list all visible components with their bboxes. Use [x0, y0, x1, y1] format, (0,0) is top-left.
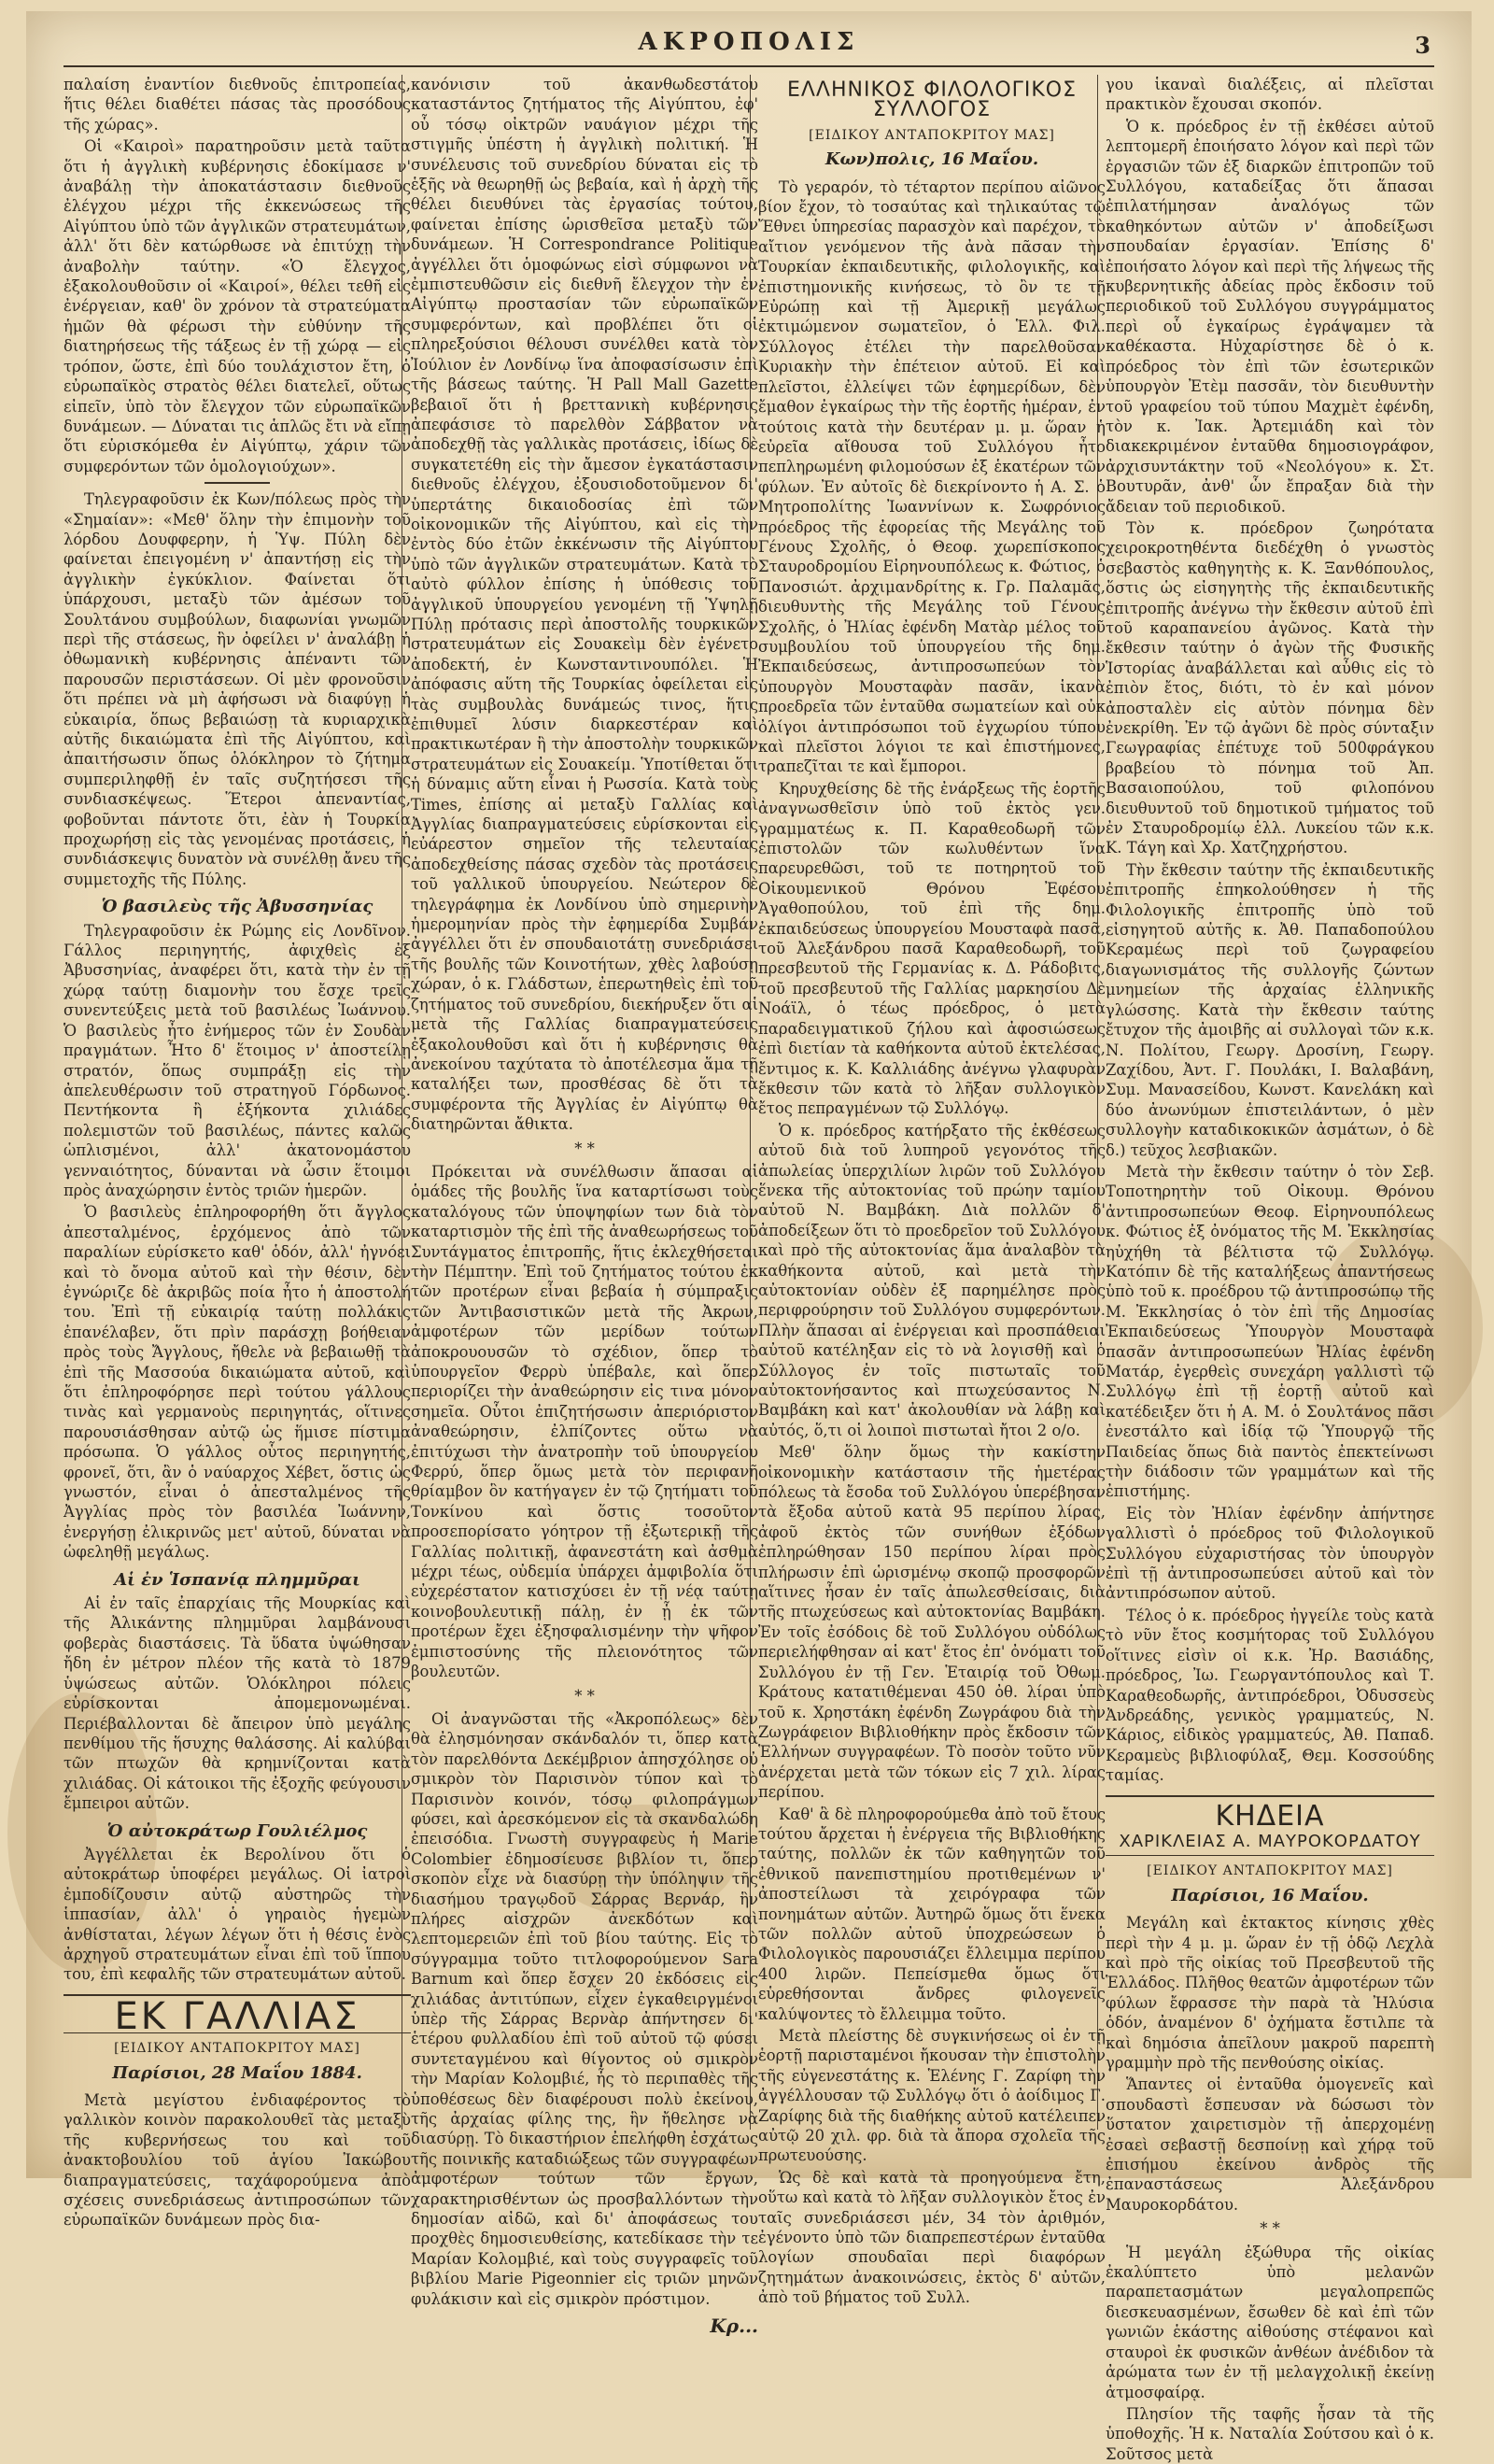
column-3: [758, 75, 1106, 2307]
paragraph: Τὸ γεραρόν, τὸ τέταρτον περίπου αἰῶνος βίον ἔχον, τὸ τοσαύτας καὶ τηλικαύτας τῷ Ἔθνει ὑπηρεσίας παρασχὸν καὶ παρέχον, τὸ αἴτιον γενόμενον τῆς ἀνὰ πᾶσαν τὴν Τουρκίαν ἐκπαιδευτικῆς, φιλολογικῆς, καὶ ἐπιστημονικῆς κινήσεως, τὸ ὂν τε τῇ Εὐρώπῃ καὶ τῇ Ἀμερικῇ μεγάλως ἐκτιμώμενον σωματεῖον, ὁ Ἑλλ. Φιλ. Σύλλογος ἑτέλει τὴν παρελθοῦσαν Κυριακὴν τὴν ἐπέτειον αὐτοῦ. Εἰ καὶ πλεῖστοι, ἐλλείψει τῶν ἐφημερίδων, δὲν ἔμαθον ἐγκαίρως τὴν τῆς ἑορτῆς ἡμέραν, ἐν τούτοις κατὰ τὴν δευτέραν μ. μ. ὥραν ἡ εὐρεῖα αἴθουσα τοῦ Συλλόγου ἦτο πεπληρωμένη φιλομούσων ἐξ ἑκατέρων τῶν φύλων. Ἐν αὐτοῖς δὲ διεκρίνοντο ἡ Α. Σ. ὁ Μητροπολίτης Ἰωαννίνων κ. Σωφρόνιος πρόεδρος τῆς ἐφορείας τῆς Μεγάλης τοῦ Γένους Σχολῆς, ὁ Θεοφ. χωρεπίσκοπος Σταυροδρομίου Εἰρηνουπόλεως κ. Φώτιος, ὁ Πανοσιώτ. ἀρχιμανδρίτης κ. Γρ. Παλαμᾶς, διευθυντὴς τῆς Μεγάλης τοῦ Γένους Σχολῆς, ὁ Ἠλίας ἐφένδη Ματὰρ μέλος τοῦ συμβουλίου τοῦ ὑπουργείου τῆς δημ. Ἐκπαιδεύσεως, ἀντιπροσωπεύων τὸν ὑπουργὸν Μουσταφὰν πασᾶν, ἱκανὰ προεδρεῖα τῶν ἐνταῦθα σωματείων καὶ οὐκ ὀλίγοι ἀντιπρόσωποι τοῦ ἐγχωρίου τύπου καὶ πλεῖστοι λόγιοι τε καὶ ἐπιστήμονες, τραπεζῖται τε καὶ ἔμποροι.: [758, 177, 1106, 776]
article-header: [1106, 1795, 1434, 1857]
paragraph: Μετὰ τὴν ἔκθεσιν ταύτην ὁ τὸν Σεβ. Τοποτηρητὴν τοῦ Οἰκουμ. Θρόνου ἀντιπροσωπεύων Θεοφ. Εἰρηνουπόλεως κ. Φώτιος ἐξ ὀνόματος τῆς Μ. Ἐκκλησίας ηὐχήθη τὰ βέλτιστα τῷ Συλλόγῳ. Κατόπιν δὲ τῆς καταλήξεως ἀπαντήσεως ὑπὸ τοῦ κ. προέδρου τῷ ἀντιπροσώπῳ τῆς Μ. Ἐκκλησίας ὁ τὸν ἐπὶ τῆς Δημοσίας Ἐκπαιδεύσεως Ὑπουργὸν Μουσταφὰ πασᾶν ἀντιπροσωπεύων Ἠλίας ἐφένδη Ματάρ, ἐγερθεὶς συνεχάρη γαλλιστὶ τῷ Συλλόγῳ ἐπὶ τῇ ἑορτῇ αὐτοῦ καὶ κατέδειξεν ὅτι ἡ Α. Μ. ὁ Σουλτάνος πᾶσι ἐνεστάλτο καὶ ἰδίᾳ τῷ Ὑπουργῷ τῆς Παιδείας ὅπως διὰ παντὸς ἐπεκτείνωσι τὴν διάδοσιν τῶν γραμμάτων καὶ τῆς ἐπιστήμης.: [1106, 1162, 1434, 1501]
article-title: ΕΚ ΓΑΛΛΙΑΣ: [114, 1994, 360, 2038]
paragraph: Ὁ κ. πρόεδρος ἐν τῇ ἐκθέσει αὐτοῦ λεπτομερῆ ἐποιήσατο λόγον καὶ περὶ τῶν ἐργασιῶν τῶν ἐξ διαρκῶν ἐπιτροπῶν τοῦ Συλλόγου, καταδείξας ὅτι ἅπασαι ἐπιλατήμησαν ἀναλόγως τῶν καθηκόντων αὐτῶν ν' ἀποδείξωσι σπουδαίαν ἐργασίαν. Ἐπίσης δ' ἐποιήσατο λόγον καὶ περὶ τῆς λήψεως τῆς κυβερνητικῆς ἀδείας πρὸς ἔκδοσιν τοῦ περιοδικοῦ τοῦ Συλλόγου συγγράμματος περὶ οὗ ἐγκαίρως ἐγράψαμεν τὰ καθέκαστα. Ηὐχαρίστησε δὲ ὁ κ. πρόεδρος τὸν ἐπὶ τῶν ἐσωτερικῶν ὑπουργὸν Ἐτὲμ πασσᾶν, τὸν διευθυντὴν τοῦ γραφείου τοῦ τύπου Μαχμὲτ ἐφένδη, τὸν κ. Ἰακ. Ἀρτεμιάδη καὶ τὸν διακεκριμένον ἐνταῦθα δημοσιογράφον, ἀρχισυντάκτην τοῦ «Νεολόγου» κ. Στ. Βουτυρᾶν, ἀνθ' ὧν ἔπραξαν διὰ τὴν ἄδειαν τοῦ περιοδικοῦ.: [1106, 117, 1434, 516]
paragraph: Αἱ ἐν ταῖς ἐπαρχίαις τῆς Μουρκίας καὶ τῆς Ἀλικάντης πλημμῦραι λαμβάνουσι φοβερὰς διαστάσεις. Τὰ ὕδατα ὑψώθησαν ἤδη ἐν μέτρον πλέον τῆς κατὰ τὸ 1879 ὑψώσεως αὐτῶν. Ὁλόκληροι πόλεις εὑρίσκονται ἀπομεμονωμέναι. Περιέβαλλονται δὲ ἄπειρον ὑπὸ μεγάλης πενθίμου τῆς ἥσυχης θαλάσσης. Αἱ καλύβαι τῶν πτωχῶν θὰ κρημνίζονται κατὰ χιλιάδας. Οἱ κάτοικοι τῆς ἐξοχῆς φεύγουσιν ἔμπειροι αὐτῶν.: [63, 1594, 411, 1813]
paragraph: Πλησίον τῆς ταφῆς ἦσαν τὰ τῆς ὑποθοχῆς. Ἡ κ. Ναταλία Σούτσου καὶ ὁ κ. Σοῦτσος μετὰ: [1106, 2404, 1434, 2463]
newspaper-title: ΑΚΡΟΠΟΛΙΣ: [638, 28, 860, 56]
paragraph: Ἀγγέλλεται ἐκ Βερολίνου ὅτι ὁ αὐτοκράτωρ ὑποφέρει μεγάλως. Οἱ ἰατροὶ ἐμποδίζουσιν αὐτῷ αὐστηρῶς τὴν ἱππασίαν, ἀλλ' ὁ γηραιὸς ἡγεμὼν ἀνθίσταται, λέγων λέγων ὅτι ἡ θέσις ἑνὸς ἀρχηγοῦ στρατευμάτων εἶναι ἐπὶ τοῦ ἵππου του, ἐπὶ κεφαλῆς τῶν στρατευμάτων αὐτοῦ.: [63, 1845, 411, 1984]
paragraph: Ὡς δὲ καὶ κατὰ τὰ προηγούμενα ἔτη, οὕτω καὶ κατὰ τὸ λῆξαν συλλογικὸν ἔτος ἐν ταῖς συνεδριάσεσι μέν, 34 τὸν ἀριθμόν, ἐγένοντο ὑπὸ τῶν διαπρεπεστέρων ἐνταῦθα λογίων σπουδαῖαι περὶ διαφόρων ζητημάτων ἀνακοινώσεις, ἐκτὸς δ' αὐτῶν, ἀπὸ τοῦ βήματος τοῦ Συλλ.: [758, 2168, 1106, 2307]
paragraph: Μετὰ πλείστης δὲ συγκινήσεως οἱ ἐν τῇ ἑορτῇ παρισταμένοι ἤκουσαν τὴν ἐπιστολὴν τῆς εὐγενεστάτης κ. Ἑλένης Γ. Ζαρίφη τὴν ἀγγέλλουσαν τῷ Συλλόγῳ ὅτι ὁ ἀοίδιμος Γ. Ζαρίφης διὰ τῆς διαθήκης αὐτοῦ κατέλειπεν αὐτῷ 20 χιλ. φρ. διὰ τὰ ἄπορα σχολεῖα τῆς πρωτευούσης.: [758, 2027, 1106, 2165]
paragraph: παλαίση ἐναντίον διεθνοῦς ἐπιτροπείας, ἥτις θέλει διαθέτει πάσας τὰς προσόδους τῆς χώρας».: [63, 76, 411, 134]
paragraph: Μετὰ μεγίστου ἐνδιαφέροντος τὸ γαλλικὸν κοινὸν παρακολουθεῖ τὰς μεταξὺ τῆς κυβερνήσεως του καὶ τοῦ ἀνακτοβουλίου τοῦ ἁγίου Ἰακώβου διαπραγματεύσεις, ταχάφορούμενα ἀπὸ σχέσεις συνεδριάσεως ἀντιπροσώπων τῶν εὐρωπαϊκῶν δυνάμεων πρὸς δια-: [63, 2091, 411, 2230]
correspondent-line: [ΕΙΔΙΚΟΥ ΑΝΤΑΠΟΚΡΙΤΟΥ ΜΑΣ]: [809, 127, 1055, 143]
correspondent-line: [ΕΙΔΙΚΟΥ ΑΝΤΑΠΟΚΡΙΤΟΥ ΜΑΣ]: [114, 2041, 360, 2057]
section-heading: Αἱ ἐν Ἱσπανίᾳ πλημμῦραι: [114, 1569, 360, 1590]
column-4: [1106, 75, 1434, 2463]
paragraph: Ὁ βασιλεὺς ἐπληροφορήθη ὅτι ἄγγλος ἀπεσταλμένος, ἐρχόμενος ἀπὸ τῶν παραλίων εὑρίσκετο καθ' ὁδόν, ἀλλ' ἠγνόει καὶ τὸ ὄνομα αὐτοῦ καὶ τὴν θέσιν, δὲν ἐγνώριζε δὲ ἀκριβῶς ποία ἦτο ἡ ἀποστολή του. Ἐπὶ τῇ εὐκαιρίᾳ ταύτῃ πολλάκις ἐπανέλαβεν, ὅτι πρὶν παράσχῃ βοήθειαν πρὸς τοὺς Ἄγγλους, ἤθελε νὰ βεβαιωθῇ τὰ ἐπὶ τῆς Μασσούα δικαιώματα αὐτοῦ, καὶ ὅτι ἐπληροφόρησε περὶ τούτου γάλλους τινὰς καὶ γερμανοὺς περιηγητάς, οἵτινες παρουσιάσθησαν αὐτῷ ὡς ἥμισε πίστιμα πρόσωπα. Ὁ γάλλος οὗτος περιηγητής, φρονεῖ, ὅτι, ἂν ὁ ναύαρχος Χέβετ, ὅστις ὡς γνωστόν, εἶναι ὁ ἀπεσταλμένος τῆς Ἀγγλίας πρὸς τὸν βασιλέα Ἰωάννην, ἐνεργήσῃ ἐλικρινῶς μετ' αὐτοῦ, δύναται νὰ ὠφεληθῇ μεγάλως.: [63, 1203, 411, 1562]
article-subtitle: ΧΑΡΙΚΛΕΙΑΣ Α. ΜΑΥΡΟΚΟΡΔΑΤΟΥ: [1119, 1831, 1421, 1851]
paragraph: Τὸν κ. πρόεδρον ζωηρότατα χειροκροτηθέντα διεδέχθη ὁ γνωστὸς σεβαστὸς καθηγητὴς κ. Κ. Ξανθόπουλος, ὅστις ὡς εἰσηγητὴς τῆς ἐκπαιδευτικῆς ἐπιτροπῆς ἀνέγνω τὴν ἔκθεσιν αὐτοῦ ἐπὶ τοῦ καραπανείου ἀγῶνος. Κατὰ τὴν ἔκθεσιν ταύτην ὁ ἀγὼν τῆς Φυσικῆς Ἱστορίας ἀναβάλλεται καὶ αὖθις εἰς τὸ ἐπιὸν ἔτος, διότι, τὸ ἐν καὶ μόνον ἀποσταλὲν εἰς αὐτὸν πόνημα δὲν ἐνεκρίθη. Ἐν τῷ ἀγῶνι δὲ πρὸς σύνταξιν Γεωγραφίας ἐπέτυχε τοῦ 500φράγκου βραβείου τὸ πόνημα τοῦ Ἀπ. Βασαιοπούλου, τοῦ φιλοπόνου διευθυντοῦ τοῦ δημοτικοῦ τμήματος τοῦ ἐν Σταυροδρομίῳ ἑλλ. Λυκείου τῶν κ.κ. Κ. Τάγη καὶ Χρ. Χατζηχρήστου.: [1106, 518, 1434, 857]
paragraph: Πρόκειται νὰ συνέλθωσιν ἅπασαι αἱ ὁμάδες τῆς βουλῆς ἵνα καταρτίσωσι τοὺς καταλόγους τῶν ὑποψηφίων των διὰ τὸν καταρτισμὸν τῆς ἐπὶ τῆς ἀναθεωρήσεως τοῦ Συντάγματος ἐπιτροπῆς, ἥτις ἐκλεχθήσεται τὴν Πέμπτην. Ἐπὶ τοῦ ζητήματος τούτου ἐκ τῶν προτέρων εἶναι βεβαία ἡ σύμπραξις τῶν Ἀντιβασιστικῶν μετὰ τῆς Ἀκρων, ἀμφοτέρων τῶν μερίδων τούτων ἀποκρουουσῶν τὸ σχέδιον, ὅπερ τὸ ὑπουργεῖον Φερρὺ ὑπέβαλε, καὶ ὅπερ περιορίζει τὴν ἀναθεώρησιν εἰς τινα μόνον σημεῖα. Οὗτοι ἐπιζητήσωσιν ἀπεριόριστον ἀναθεώρησιν, ἐλπίζοντες οὕτω νὰ ἐπιτύχωσι τὴν ἀνατροπὴν τοῦ ὑπουργείου Φερρύ, ὅπερ ὅμως μετὰ τὸν περιφανῆ θρίαμβον ὃν κατήγαγεν ἐν τῷ ζητήματι τοῦ Τονκίνου καὶ ὅστις τοσοῦτον προσεπορίσατο γόητρον τῇ ἐξωτερικῇ τῆς Γαλλίας πολιτικῇ, ἀφανεστάτη καὶ ἀσθμὰ μέχρι τέως, οὐδεμία ὑπάρχει ἀμφιβολία ὅτι εὐχερέστατον κατισχύσει ἐν τῇ νέᾳ ταύτῃ κοινοβουλευτικῇ πάλῃ, ἐν ᾗ ἐκ τῶν προτέρων ἔχει ἐξησφαλισμένην τὴν ψῆφον ἐμπιστοσύνης τῆς πλειονότητος τῶν βουλευτῶν.: [411, 1162, 758, 1681]
paragraph: Κηρυχθείσης δὲ τῆς ἐνάρξεως τῆς ἑορτῆς ἀναγνωσθεῖσιν ὑπὸ τοῦ ἐκτὸς γεν. γραμματέως κ. Π. Καραθεοδωρῆ τῶν ἐπιστολῶν τῶν κωλυθέντων ἵνα παρευρεθῶσι, τοῦ τε ποτηρητοῦ τοῦ Οἰκουμενικοῦ Θρόνου Ἐφέσου Ἀγαθοπούλου, τοῦ ἐπὶ τῆς δημ. ἐκπαιδεύσεως ὑπουργείου Μουσταφὰ πασᾶ, τοῦ Ἀλεξάνδρου πασᾶ Καραθεοδωρῆ, τοῦ πρεσβευτοῦ τῆς Γερμανίας κ. Δ. Ράδοβιτς, τοῦ πρεσβευτοῦ τῆς Γαλλίας μαρκησίου Δὲ Νοάϊλ, ὁ τέως πρόεδρος, ὁ μετὰ παραδειγματικοῦ ζήλου καὶ ἀφοσιώσεως ἐπὶ διετίαν τὰ καθήκοντα αὐτοῦ ἐκτελέσας, ἔντιμος κ. Κ. Καλλιάδης ἀνέγνω γλαφυρὰν ἔκθεσιν τῶν κατὰ τὸ λῆξαν συλλογικὸν ἔτος πεπραγμένων τῷ Συλλόγῳ.: [758, 779, 1106, 1118]
section-heading: Ὁ αὐτοκράτωρ Γουλιέλμος: [106, 1820, 368, 1841]
page-number: 3: [1415, 32, 1431, 59]
paragraph: Τέλος ὁ κ. πρόεδρος ἠγγείλε τοὺς κατὰ τὸ νῦν ἔτος κοσμήτορας τοῦ Συλλόγου οἵτινες εἰσὶν οἱ κ.κ. Ἠρ. Βασιάδης, πρόεδρος, Ἰω. Γεωργαντόπουλος καὶ Τ. Καραθεοδωρῆς, ἀντιπρόεδροι, Ὀδυσσεὺς Ἀνδρεάδης, γενικὸς γραμματεύς, Ν. Κάριος, εἰδικὸς γραμματεύς, Ἀθ. Παπαδ. Κεραμεὺς βιβλιοφύλαξ, Θεμ. Κοσσούδης ταμίας.: [1106, 1606, 1434, 1785]
paragraph: Τηλεγραφοῦσιν ἐκ Κων/πόλεως πρὸς τὴν «Σημαίαν»: «Μεθ' ὅλην τὴν ἐπιμονὴν τοῦ λόρδου Δουφφερην, ἡ Ὑψ. Πύλη δὲν φαίνεται ἐπειγομένη ν' ἀπαντήσῃ εἰς τὴν ἀγγλικὴν ἐγκύκλιον. Φαίνεται ὅτι ὑπάρχουσι, μεταξὺ τῶν ἀμέσων τοῦ Σουλτάνου συμβούλων, διαφωνίαι γνωμῶν περὶ τῆς στάσεως, ἣν ὀφείλει ν' ἀναλάβῃ ἡ ὀθωμανικὴ κυβέρνησις ἀπέναντι τῶν παρουσῶν περιστάσεων. Οἱ μὲν φρονοῦσιν ὅτι πρέπει νὰ μὴ ἀφήσωσι νὰ διαφύγῃ ἡ εὐκαιρία, ὅπως βεβαιώσῃ τὰ κυριαρχικὰ αὐτῆς δικαιώματα ἐπὶ τῆς Αἰγύπτου, καὶ ἀπαιτήσωσιν ὅπως ὁλόκληρον τὸ ζήτημα συμπεριληφθῇ ἐν ταῖς συζητήσεσι τῆς συνδιασκέψεως. Ἕτεροι ἀπεναντίας, φοβοῦνται πάντοτε ὅτι, ἐὰν ἡ Τουρκία προχωρήσῃ εἰς τὰς γενομένας προτάσεις, ἡ συνδιάσκεψις δυνατὸν νὰ συνέλθῃ ἄνευ τῆς συμμετοχῆς τῆς Πύλης.: [63, 490, 411, 888]
dateline: Παρίσιοι, 28 Μαΐου 1884.: [112, 2062, 362, 2083]
paragraph: Ἡ μεγάλη ἐξώθυρα τῆς οἰκίας ἐκαλύπτετο ὑπὸ μελανῶν παραπετασμάτων μεγαλοπρεπῶς διεσκευασμένων, ἔσωθεν δὲ καὶ ἐπὶ τῶν γωνιῶν ἑκάστης αἰθούσης στέφανοι καὶ σταυροὶ ἐκ φυσικῶν ἀνθέων ἀνέδιδον τὰ ἀρώματα των ἐν τῇ μελαγχολικῇ ἐκείνῃ ἀτμοσφαίρᾳ.: [1106, 2243, 1434, 2401]
correspondent-line: [ΕΙΔΙΚΟΥ ΑΝΤΑΠΟΚΡΙΤΟΥ ΜΑΣ]: [1147, 1863, 1393, 1879]
paragraph: Μεγάλη καὶ ἐκτακτος κίνησις χθὲς περὶ τὴν 4 μ. μ. ὥραν ἐν τῇ ὁδῷ Λεχλὰ καὶ πρὸ τῆς οἰκίας τοῦ Πρεσβευτοῦ τῆς Ἑλλάδος. Πλῆθος θεατῶν ἀμφοτέρων τῶν φύλων ἔφρασσε τὴν παρὰ τὰ Ἠλύσια ὁδόν, ἀναμένον δ' ὀχήματα ἔστιλπε τὰ καὶ δημόσια ἀπεῖλουν μακροῦ παρεπτὴ γραμμὴν πρὸ τῆς πενθούσης οἰκίας.: [1106, 1914, 1434, 2072]
article-title: ΚΗΔΕΙΑ: [1215, 1799, 1325, 1833]
paragraph: Τηλεγραφοῦσιν ἐκ Ρώμης εἰς Λονδῖνον. Γάλλος περιηγητής, ἀφιχθεὶς ἐξ Ἀβυσσηνίας, ἀναφέρει ὅτι, κατὰ τὴν ἐν τῇ χώρᾳ ταύτῃ διαμονὴν του ἔσχε τρεῖς συνεντεύξεις μετὰ τοῦ βασιλέως Ἰωάννου. Ὁ βασιλεὺς ἦτο ἐνήμερος τῶν ἐν Σουδὰν πραγμάτων. Ἦτο δ' ἕτοιμος ν' ἀποστείλῃ στρατόν, ὅπως συμπράξῃ εἰς τὴν ἀπελευθέρωσιν τοῦ στρατηγοῦ Γόρδωνος. Πεντήκοντα ἢ ἑξήκοντα χιλιάδες πολεμιστῶν τοῦ βασιλέως, πάντες καλῶς ὡπλισμένοι, ἀλλ' ἀκατονομάστου γενναιότητος, δύνανται νὰ ὦσιν ἕτοιμοι πρὸς ἀναχώρησιν ἐντὸς τριῶν ἡμερῶν.: [63, 921, 411, 1199]
section-rule: [204, 482, 270, 484]
column-2: [411, 75, 758, 2338]
paragraph: Ἅπαντες οἱ ἐνταῦθα ὁμογενεῖς καὶ σπουδαστὶ ἔσπευσαν νὰ δώσωσι τὸν ὕστατον χαιρετισμὸν τῇ ἀπερχομένῃ ἐσαεὶ σεβαστῇ δεσποίνῃ καὶ χήρᾳ τοῦ ἐπισήμου ἐκείνου ἀνδρὸς τῆς ἐπαναστάσεως Ἀλεξάνδρου Μαυροκορδάτου.: [1106, 2075, 1434, 2214]
article-title: ΕΛΛΗΝΙΚΟΣ ΦΙΛΟΛΟΓΙΚΟΣ ΣΥΛΛΟΓΟΣ: [786, 78, 1078, 122]
separator-asterisks: * *: [574, 1139, 595, 1157]
paragraph: Μεθ' ὅλην ὅμως τὴν κακίστην οἰκονομικὴν κατάστασιν τῆς ἡμετέρας πόλεως τὰ ἔσοδα τοῦ Συλλόγου ὑπερέβησαν τὰ ἔξοδα αὐτοῦ κατὰ 95 περίπου λίρας, ἀφοῦ ἐκτὸς τῶν συνήθων ἐξόδων ἐπληρώθησαν 150 περίπου λίραι πρὸς πλήρωσιν ἐπὶ ὡρισμένῳ σκοπῷ προσφορῶν αἵτινες ἦσαν ἐν ταῖς ἀπωλεσθείσαις, διὰ τῆς πτωχεύσεως καὶ αὐτοκτονίας Βαμβάκη. Ἐν τοῖς ἐσόδοις δὲ τοῦ Συλλόγου οὐδόλως περιελήφθησαν αἱ κατ' ἔτος ἐπ' ὀνόματι τοῦ Συλλόγου ἐν τῇ Γεν. Ἑταιρίᾳ τοῦ Ὀθωμ. Κράτους κατατιθέμεναι 450 ὀθ. λίραι ὑπὸ τοῦ κ. Χρηστάκη ἐφένδη Ζωγράφου διὰ τὴν Ζωγράφειον Βιβλιοθήκην πρὸς ἔκδοσιν τῶν Ἑλλήνων συγγραφέων. Τὸ ποσὸν τοῦτο νῦν ἀνέρχεται μετὰ τῶν τόκων εἰς 7 χιλ. λίρας περίπου.: [758, 1443, 1106, 1802]
paragraph: Εἰς τὸν Ἠλίαν ἐφένδην ἀπήντησε γαλλιστὶ ὁ πρόεδρος τοῦ Φιλολογικοῦ Συλλόγου εὐχαριστήσας τὸν ὑπουργὸν ἐπὶ τῇ ἀντιπροσωπεύσει αὐτοῦ καὶ τὸν ἀντιπρόσωπον αὐτοῦ.: [1106, 1504, 1434, 1603]
dateline: Κων)πολις, 16 Μαΐου.: [825, 149, 1039, 170]
paragraph: Οἱ ἀναγνῶσται τῆς «Ἀκροπόλεως» δὲν θὰ ἐλησμόνησαν σκάνδαλόν τι, ὅπερ κατὰ τὸν παρελθόντα Δεκέμβριον ἀπησχόλησε οὐ σμικρὸν τὸν Παρισινὸν τύπον καὶ τὸ Παρισινὸν κοινόν, τόσῳ φιλοπράγμων φύσει, καὶ ἀρεσκόμενον εἰς τὰ σκανδαλώδη ἐπεισόδια. Γνωστὴ συγγραφεὺς ἡ Marie Colombier ἐδημοσίευσε βιβλίον τι, ὅπερ σκοπὸν εἶχε νὰ διασύρῃ τὴν ὑπόληψιν τῆς διασήμου τραγῳδοῦ Σάρρας Βερνάρ, ἣν πλήρες αἰσχρῶν ἀνεκδότων καὶ λεπτομερειῶν ἐπὶ τοῦ βίου ταύτης. Εἰς τὸ σύγγραμμα τοῦτο τιτλοφορούμενον Sara Barnum καὶ ὅπερ ἔσχεν 20 ἐκδόσεις εἰς χιλιάδας ἀντιτύπων, εἶχεν ἐγκαθειργμένοι ὑπὲρ τῆς Σάρρας Βερνὰρ ἀπήντησεν δι' ἑτέρου φυλλαδίου ἐπὶ τοῦ αὐτοῦ τῷ φύσει συντεταγμένου καὶ θίγοντος οὐ σμικρὸν τὴν Μαρίαν Κολομβιέ, ἧς τὸ περιπαθὲς τῆς ὑποθέσεως δὲν διαφέρουσι πολὺ ἐκείνου, τῆς ἀρχαίας φίλης της, ἣν ἤθελησε νὰ διασύρῃ. Τὸ δικαστήριον ἐπελήφθη ἐσχάτως τῆς ποινικῆς καταδιώξεως τῶν συγγραφέων ἀμφοτέρων τούτων τῶν ἔργων, χαρακτηρισθέντων ὡς προσβαλλόντων τὴν δημοσίαν αἰδῶ, καὶ δι' ἀποφάσεως του προχθὲς δημοσιευθείσης, κατεδίκασε τὴν τε Μαρίαν Κολομβιέ, καὶ τοὺς συγγραφεῖς τοῦ βιβλίου Marie Pigeonnier εἰς τριῶν μηνῶν φυλάκισιν καὶ εἰς σμικρὸν πρόστιμον.: [411, 1709, 758, 2308]
paragraph: γου ἱκαναὶ διαλέξεις, αἱ πλεῖσται πρακτικὸν ἔχουσαι σκοπόν.: [1106, 76, 1434, 114]
masthead: [63, 24, 1434, 67]
masthead-rule: [63, 65, 1434, 67]
paragraph: Τὴν ἔκθεσιν ταύτην τῆς ἐκπαιδευτικῆς ἐπιτροπῆς ἐπηκολούθησεν ἡ τῆς Φιλολογικῆς ἐπιτροπῆς ὑπὸ τοῦ εἰσηγητοῦ αὐτῆς κ. Ἀθ. Παπαδοπούλου Κεραμέως περὶ τοῦ ζωγραφείου διαγωνισμάτος τῆς συλλογῆς ζώντων μνημείων τῆς ἀρχαίας ἑλληνικῆς γλώσσης. Κατὰ τὴν ἔκθεσιν ταύτης ἔτυχον τῆς ἀμοιβῆς αἱ συλλογαὶ τῶν κ.κ. Ν. Πολίτου, Γεωργ. Δροσίνη, Γεωργ. Ζαχίδου, Ἀντ. Γ. Πουλάκι, Ι. Βαλαβάνη, Συμ. Μανασείδου, Κωνστ. Κανελάκη καὶ δύο ἀνωνύμων ἐπιστειλάντων, ὁ μὲν συλλογὴν καταδικοκικῶν ἀσμάτων, ὁ δὲ δ.) τεῦχος λεσβιακῶν.: [1106, 860, 1434, 1159]
article-header: [63, 1994, 411, 2038]
separator-asterisks: * *: [1260, 2219, 1280, 2238]
signoff: Κρ...: [710, 2315, 758, 2338]
section-heading: Ὁ βασιλεὺς τῆς Ἀβυσσηνίας: [101, 897, 374, 917]
newspaper-page: [26, 11, 1472, 2463]
paragraph: κανόνισιν τοῦ ἀκανθωδεστάτου καταστάντος ζητήματος τῆς Αἰγύπτου, ἐφ' οὗ τόσῳ οἰκτρῶν ναυάγιον μέχρι τῆς στιγμῆς ὑπέστη ἡ ἀγγλικὴ πολιτική. Ἡ συνέλευσις τοῦ συνεδρίου δύναται εἰς τὸ ἑξῆς νὰ θεωρηθῇ ὡς βεβαία, καὶ ἡ ἀρχὴ τῆς θέλει διευθύνει τὰς ἐργασίας τούτου, φαίνεται ἐπίσης ὡρισθεῖσα μεταξὺ τῶν δυνάμεων. Ἡ Correspondrance Politique ἀγγέλλει ὅτι ὁμοφώνως εἰσὶ σύμφωνοι νὰ ἐμπιστευθῶσιν εἰς διεθνῆ ἔλεγχον τὴν ἐν Αἰγύπτῳ προστασίαν τῶν εὐρωπαϊκῶν συμφερόντων, καὶ προβλέπει ὅτι οἱ πληρεξούσιοι θέλουσι συνέλθει κατὰ τὸν Ἰούλιον ἐν Λονδίνῳ ἵνα ἀποφασίσωσιν ἐπὶ τῆς βάσεως ταύτης. Ἡ Pall Mall Gazette βεβαιοῖ ὅτι ἡ βρεττανικὴ κυβέρνησις ἀπεφάσισε τὸ παρελθὸν Σάββατον νὰ ἀποδεχθῇ τὰς γαλλικὰς προτάσεις, ἰδίως δὲ συγκατετέθη εἰς τὴν ἄμεσον ἐγκατάστασιν διεθνοῦς ἐλέγχου, ἐξουσιοδοτοῦμενον δι' ὑπερτάτης δικαιοδοσίας ἐπὶ τῶν οἰκονομικῶν τῆς Αἰγύπτου, καὶ εἰς τὴν ἐντὸς δύο ἐτῶν ἐκκένωσιν τῆς Αἰγύπτου ὑπὸ τῶν ἀγγλικῶν στρατευμάτων. Κατὰ τὸ αὐτὸ φύλλον ἐπίσης ἡ ὑπόθεσις τοῦ ἀγγλικοῦ ὑπουργείου γενομένη τῇ Ὑψηλῇ Πύλῃ πρότασις περὶ ἀποστολῆς τουρκικῶν στρατευμάτων εἰς Σουακεὶμ δὲν ἐγένετο ἀποδεκτή, ἐν Κωνσταντινουπόλει. Ἡ ἀπόφασις αὕτη τῆς Τουρκίας ὀφείλεται εἰς τὰς συμβουλὰς δυνάμεώς τινος, ἥτις ἐπιθυμεῖ λύσιν διαρκεστέραν καὶ πρακτικωτέραν ἢ τὴν ἀποστολὴν τουρκικῶν στρατευμάτων εἰς Σουακείμ. Ὑποτίθεται ὅτι ἡ δύναμις αὕτη εἶναι ἡ Ρωσσία. Κατὰ τοὺς Times, ἐπίσης αἱ μεταξὺ Γαλλίας καὶ Ἀγγλίας διαπραγματεύσεις εὑρίσκονται εἰς εὐάρεστον σημεῖον τῆς τελευταίας ἀποδεχθείσης πάσας σχεδὸν τὰς προτάσεις τοῦ γαλλικοῦ ὑπουργείου. Νεώτερον δὲ τηλεγράφημα ἐκ Λονδίνου ὑπὸ σημερινὴν ἡμερομηνίαν πρὸς τὴν ἐφημερίδα Συμβάν ἀγγέλλει ὅτι ἐν σπουδαιοτάτῃ συνεδριάσει τῆς βουλῆς τῶν Κοινοτήτων, χθὲς λαβούσῃ χώραν, ὁ κ. Γλάδστων, ἐπερωτηθεὶς ἐπὶ τοῦ ζητήματος τοῦ συνεδρίου, διεκήρυξεν ὅτι αἱ μετὰ τῆς Γαλλίας διαπραγματεύσεις ἐξακολουθοῦσι καὶ ὅτι ἡ κυβέρνησις θὰ ἀνεκοίνου ταχύτατα τὸ ἀποτέλεσμα ἅμα τῇ καταλήξει των, προσθέσας δὲ ὅτι τὰ συμφέροντα τῆς Ἀγγλίας ἐν Αἰγύπτῳ θὰ διατηρῶνται ἄθικτα.: [411, 76, 758, 1134]
dateline: Παρίσιοι, 16 Μαΐου.: [1171, 1885, 1369, 1905]
paragraph: Ὁ κ. πρόεδρος κατήρξατο τῆς ἐκθέσεως αὐτοῦ διὰ τοῦ λυπηροῦ γεγονότος τῆς ἀπωλείας ὑπερχιλίων λιρῶν τοῦ Συλλόγου ἕνεκα τῆς αὐτοκτονίας τοῦ πρώην ταμίου αὐτοῦ Ν. Βαμβάκη. Διὰ πολλῶν δ' ἀποδείξεων ὅτι τὸ προεδρεῖον τοῦ Συλλόγου καὶ πρὸ τῆς αὐτοκτονίας ἅμα ἀναλαβὸν τὰ καθήκοντα αὐτοῦ, καὶ μετὰ τὴν αὐτοκτονίαν οὐδὲν ἐξ παρημέλησε πρὸς περιφρούρησιν τοῦ Συλλόγου συμφερόντων. Πλὴν ἅπασαι αἱ ἐνέργειαι καὶ προσπάθειαι αὐτοῦ κατέληξαν εἰς τὸ νὰ λογισθῇ καὶ ὁ Σύλλογος ἐν τοῖς πιστωταῖς τοῦ αὐτοκτονήσαντος καὶ πτωχεύσαντος Ν. Βαμβάκη καὶ κατ' ἀκολουθίαν νὰ λάβῃ καὶ αὐτός, ὅ,τι οἱ λοιποὶ πιστωταὶ ἤτοι 2 ο/ο.: [758, 1121, 1106, 1439]
paragraph: Οἱ «Καιροὶ» παρατηροῦσιν μετὰ ταῦτα ὅτι ἡ ἀγγλικὴ κυβέρνησις ἐδοκίμασε ν' ἀναβάλῃ τὴν ἀποκατάστασιν διεθνοῦς ἐλέγχου μέχρι τῆς ἐκκενώσεως τῆς Αἰγύπτου ὑπὸ τῶν ἀγγλικῶν στρατευμάτων, ἀλλ' ὅτι δὲν κατώρθωσε νὰ ἐπιτύχῃ τὴν ἀναβολὴν ταύτην. «Ὁ ἔλεγχος, ἐξακολουθοῦσιν οἱ «Καιροί», θέλει τεθῆ εἰς ἐνέργειαν, καθ' ὃν χρόνον τὰ στρατεύματα ἡμῶν θὰ φέρωσι τὴν εὐθύνην τῆς διατηρήσεως τῆς τάξεως ἐν τῇ χώρᾳ — εἰς τρόπον, ὥστε, ἐπὶ δύο τουλάχιστον ἔτη, ὁ εὐρωπαϊκὸς στρατὸς θέλει διατελεῖ, οὕτως εἰπεῖν, ὑπὸ τὸν ἔλεγχον τῶν εὐρωπαϊκῶν δυνάμεων. — Δύναται τις ἁπλῶς ἔτι νὰ εἴπῃ ὅτι εὑρισκόμεθα ἐν Αἰγύπτῳ, χάριν τῶν συμφερόντων τῶν ὁμολογιούχων».: [63, 137, 411, 475]
separator-asterisks: * *: [574, 1686, 595, 1705]
column-1: [63, 75, 411, 2230]
paragraph: Καθ' ἃ δὲ πληροφορούμεθα ἀπὸ τοῦ ἔτους τούτου ἄρχεται ἡ ἐνέργεια τῆς Βιβλιοθήκης ταύτης, πολλῶν ἐκ τῶν καθηγητῶν τοῦ ἐθνικοῦ πανεπιστημίου προτιθεμένων ν' ἀποστείλωσι τὰ χειρόγραφα τῶν πονημάτων αὐτῶν. Ἀυτηρῶ ὅμως ὅτι ἕνεκα τῶν πολλῶν αὐτοῦ ὑποχρεώσεων ὁ Φιλολογικὸς παρουσιάζει ἔλλειμμα περίπου 400 λιρῶν. Πεπείσμεθα ὅμως ὅτι εὑρεθήσονται ἄνδρες φιλογενεῖς καλύψοντες τὸ ἔλλειμμα τοῦτο.: [758, 1805, 1106, 2023]
